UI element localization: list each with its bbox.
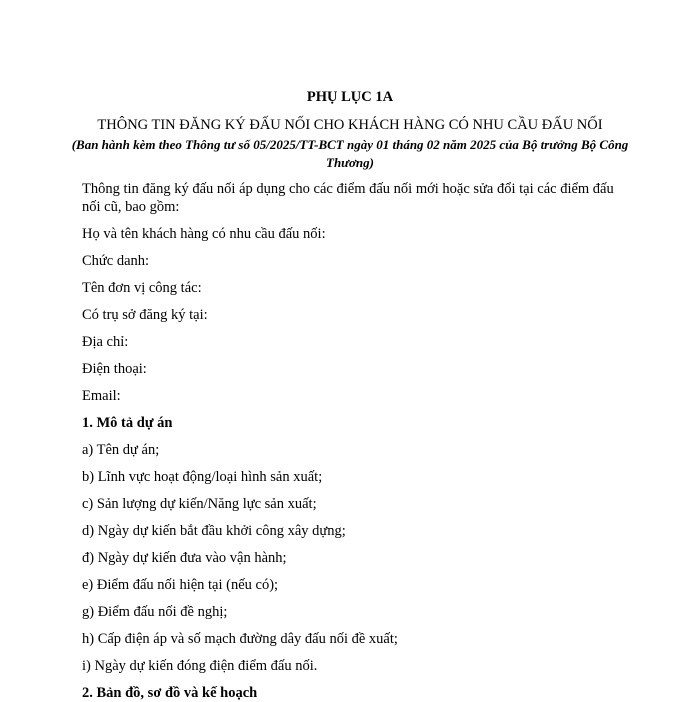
field-organization: Tên đơn vị công tác:: [82, 280, 202, 296]
field-registered-office: Có trụ sở đăng ký tại:: [82, 307, 208, 323]
section-1-item: g) Điểm đấu nối đề nghị;: [82, 604, 228, 620]
decree-reference: (Ban hành kèm theo Thông tư số 05/2025/TT-BCT ngày 01 tháng 02 năm 2025 của Bộ trưởng Bộ Công Thương): [71, 137, 629, 170]
field-address: Địa chỉ:: [82, 334, 129, 350]
field-customer-name: Họ và tên khách hàng có nhu cầu đấu nối:: [82, 226, 326, 242]
section-1-item: c) Sản lượng dự kiến/Năng lực sản xuất;: [82, 496, 317, 512]
section-1-item: e) Điểm đấu nối hiện tại (nếu có);: [82, 577, 279, 593]
section-1-item: d) Ngày dự kiến bắt đầu khởi công xây dựng;: [82, 523, 346, 539]
section-1-item: a) Tên dự án;: [82, 442, 160, 458]
section-1-item: đ) Ngày dự kiến đưa vào vận hành;: [82, 550, 287, 566]
section-1-item: h) Cấp điện áp và số mạch đường dây đấu nối đề xuất;: [82, 631, 398, 647]
field-email: Email:: [82, 388, 121, 404]
section-1-item: i) Ngày dự kiến đóng điện điểm đấu nối.: [82, 658, 318, 674]
appendix-title: PHỤ LỤC 1A: [306, 89, 394, 105]
section-1-heading: 1. Mô tả dự án: [82, 415, 173, 431]
intro-paragraph: Thông tin đăng ký đấu nối áp dụng cho các điểm đấu nối mới hoặc sửa đổi tại các điểm đấu nối cũ, bao gồm:: [82, 181, 614, 215]
field-phone: Điện thoại:: [82, 361, 147, 377]
form-subtitle: THÔNG TIN ĐĂNG KÝ ĐẤU NỐI CHO KHÁCH HÀNG CÓ NHU CẦU ĐẤU NỐI: [97, 117, 603, 133]
section-2-heading: 2. Bản đồ, sơ đồ và kế hoạch: [82, 685, 258, 701]
field-position: Chức danh:: [82, 253, 150, 269]
section-1-item: b) Lĩnh vực hoạt động/loại hình sản xuất;: [82, 469, 323, 485]
